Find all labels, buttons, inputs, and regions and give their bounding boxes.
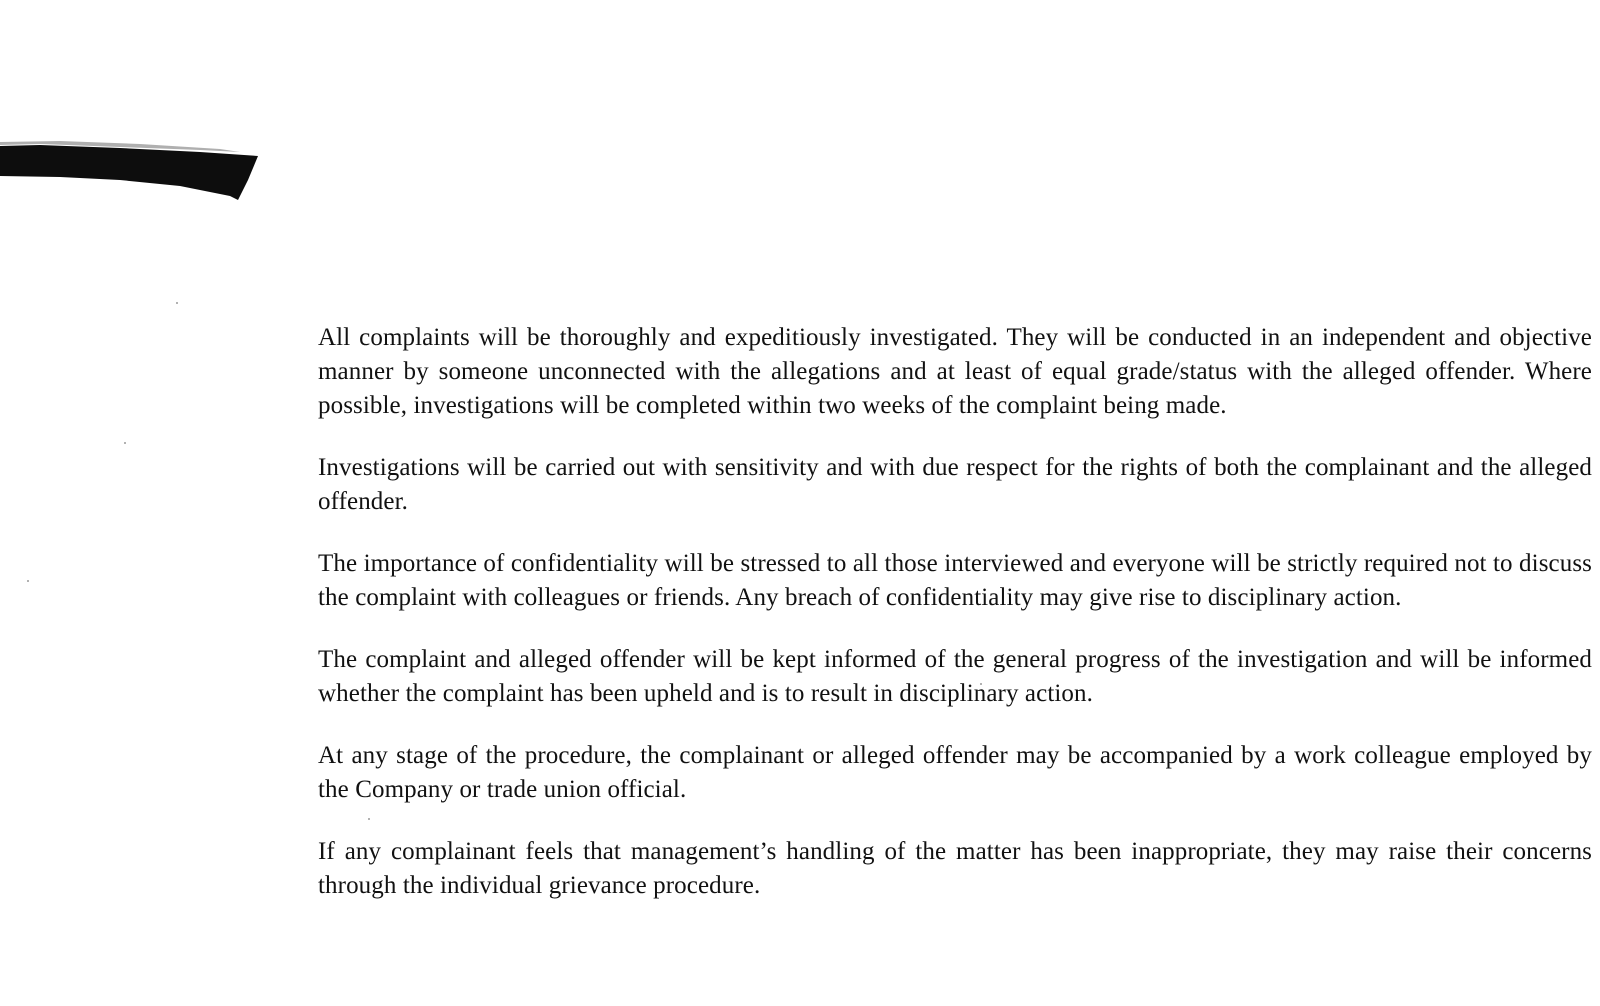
scan-speck	[27, 580, 29, 582]
paragraph-confidentiality: The importance of confidentiality will be stressed to all those interviewed and everyone will be strictly required not to discuss the complaint with colleagues or friends. Any breach of confidentiality may give rise to disciplinary action.	[318, 550, 1592, 611]
body-text	[318, 321, 1592, 903]
paragraph-sensitivity: Investigations will be carried out with sensitivity and with due respect for the rights of both the complainant and the alleged offender.	[318, 454, 1592, 515]
paragraph-grievance: If any complainant feels that management’s handling of the matter has been inappropriate, they may raise their concerns through the individual grievance procedure.	[318, 838, 1592, 899]
scan-artifact-mark	[0, 140, 262, 210]
paragraph-investigation: All complaints will be thoroughly and expeditiously investigated. They will be conducted in an independent and objective manner by someone unconnected with the allegations and at least of equal grade/status with the alleged offender. Where possible, investigations will be completed within two weeks of the complaint being made.	[318, 324, 1592, 419]
paragraph-accompaniment: At any stage of the procedure, the complainant or alleged offender may be accompanied by a work colleague employed by the Company or trade union official.	[318, 742, 1592, 803]
scan-speck	[176, 302, 178, 304]
paragraph-progress: The complaint and alleged offender will be kept informed of the general progress of the investigation and will be informed whether the complaint has been upheld and is to result in disciplinary action.	[318, 646, 1592, 707]
scan-speck	[124, 442, 126, 444]
